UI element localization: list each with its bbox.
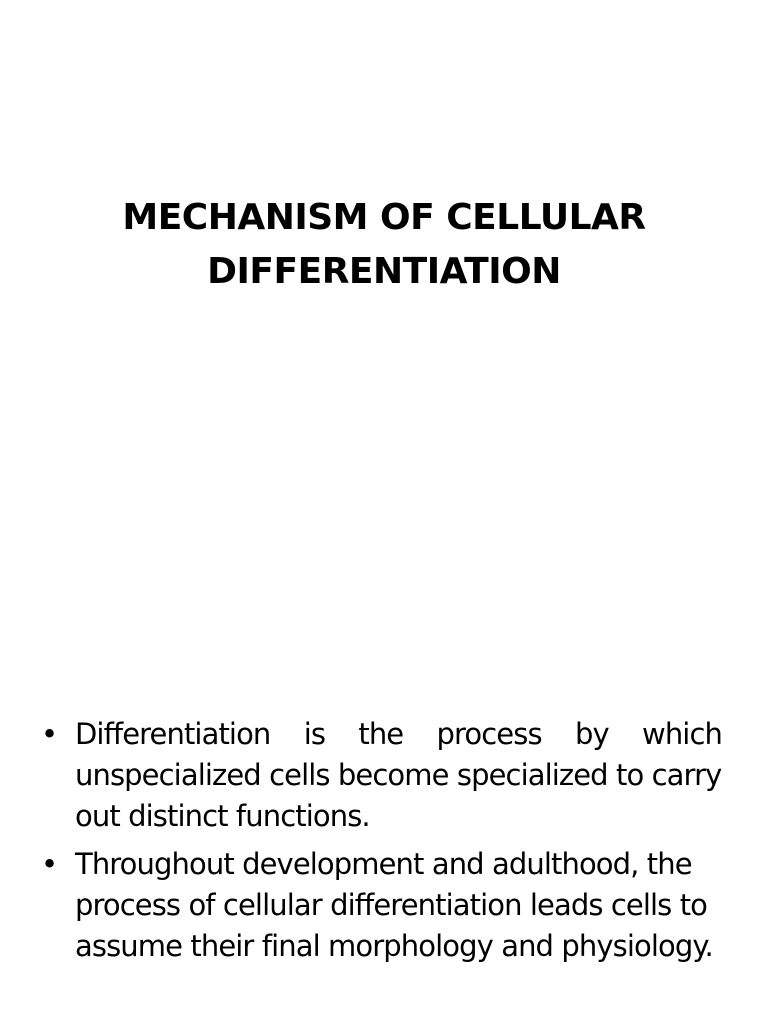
bullet-item bbox=[40, 844, 722, 967]
bullet-item bbox=[40, 714, 722, 837]
slide-title bbox=[0, 191, 768, 299]
bullet-text-line: Throughout development and adulthood, the bbox=[75, 847, 692, 881]
bullet-text bbox=[75, 844, 722, 967]
bullet-text-line: assume their final morphology and physiology. bbox=[75, 929, 713, 963]
bullet-marker: • bbox=[41, 847, 59, 881]
bullet-text-line: unspecialized cells become specialized to carry bbox=[75, 758, 722, 792]
bullet-text-line: out distinct functions. bbox=[75, 799, 370, 833]
bullet-text-line: Differentiation is the process by which bbox=[75, 717, 722, 751]
bullet-marker: • bbox=[41, 717, 59, 751]
bullet-list bbox=[40, 714, 722, 974]
bullet-text bbox=[75, 714, 722, 837]
slide-title-line-2: DIFFERENTIATION bbox=[207, 251, 561, 292]
slide-title-line-1: MECHANISM OF CELLULAR bbox=[122, 197, 646, 238]
bullet-text-line: process of cellular differentiation leads cells to bbox=[75, 888, 708, 922]
